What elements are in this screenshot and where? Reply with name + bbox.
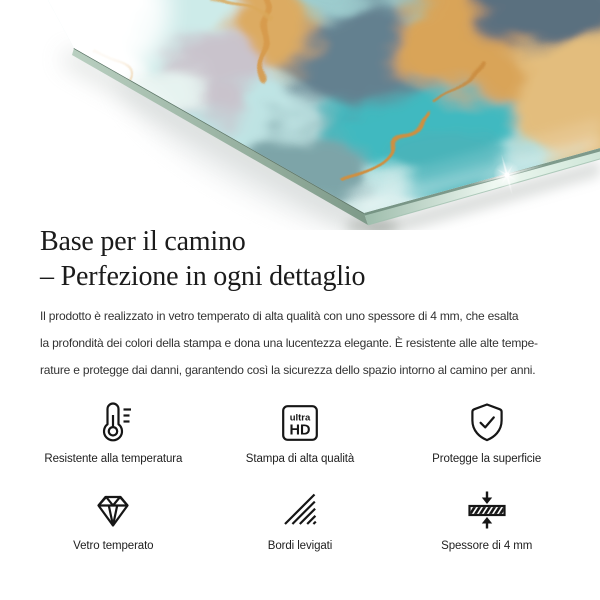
feature-surface-protection: [393, 400, 580, 465]
feature-label: Resistente alla temperatura: [44, 453, 183, 465]
ultra-hd-icon-text-top: ultra: [289, 412, 311, 424]
feature-thickness: [393, 487, 580, 552]
feature-print-quality: [207, 400, 394, 465]
description-line: la profondità dei colori della stampa e dona una lucentezza elegante. È resistente alle alte tempe-: [40, 336, 538, 350]
thickness-icon: [467, 487, 507, 533]
feature-label: Bordi levigati: [267, 540, 333, 552]
feature-label: Spessore di 4 mm: [441, 540, 533, 552]
ultra-hd-icon-text-bottom: HD: [289, 422, 311, 439]
polished-edges-icon: [280, 487, 320, 533]
feature-label: Vetro temperato: [73, 540, 154, 552]
title-line-1: Base per il camino: [40, 226, 246, 257]
title-line-2: – Perfezione in ogni dettaglio: [40, 261, 366, 292]
feature-temperature: [20, 400, 207, 465]
page-title: [40, 224, 365, 294]
glass-panel-photo: [0, 0, 600, 230]
feature-label: Protegge la superficie: [432, 453, 542, 465]
shield-check-icon: [467, 400, 507, 446]
feature-grid: [20, 400, 580, 552]
product-description: [40, 303, 588, 384]
description-line: Il prodotto è realizzato in vetro temperato di alta qualità con uno spessore di 4 mm, che esalta: [40, 309, 519, 323]
thermometer-icon: [91, 400, 135, 446]
diamond-icon: [92, 487, 134, 533]
feature-polished-edges: [207, 487, 394, 552]
description-line: rature e protegge dai danni, garantendo così la sicurezza dello spazio intorno al camino per anni.: [40, 363, 536, 377]
ultra-hd-icon: [280, 400, 320, 446]
feature-label: Stampa di alta qualità: [245, 453, 355, 465]
feature-tempered-glass: [20, 487, 207, 552]
product-image: [0, 0, 600, 230]
